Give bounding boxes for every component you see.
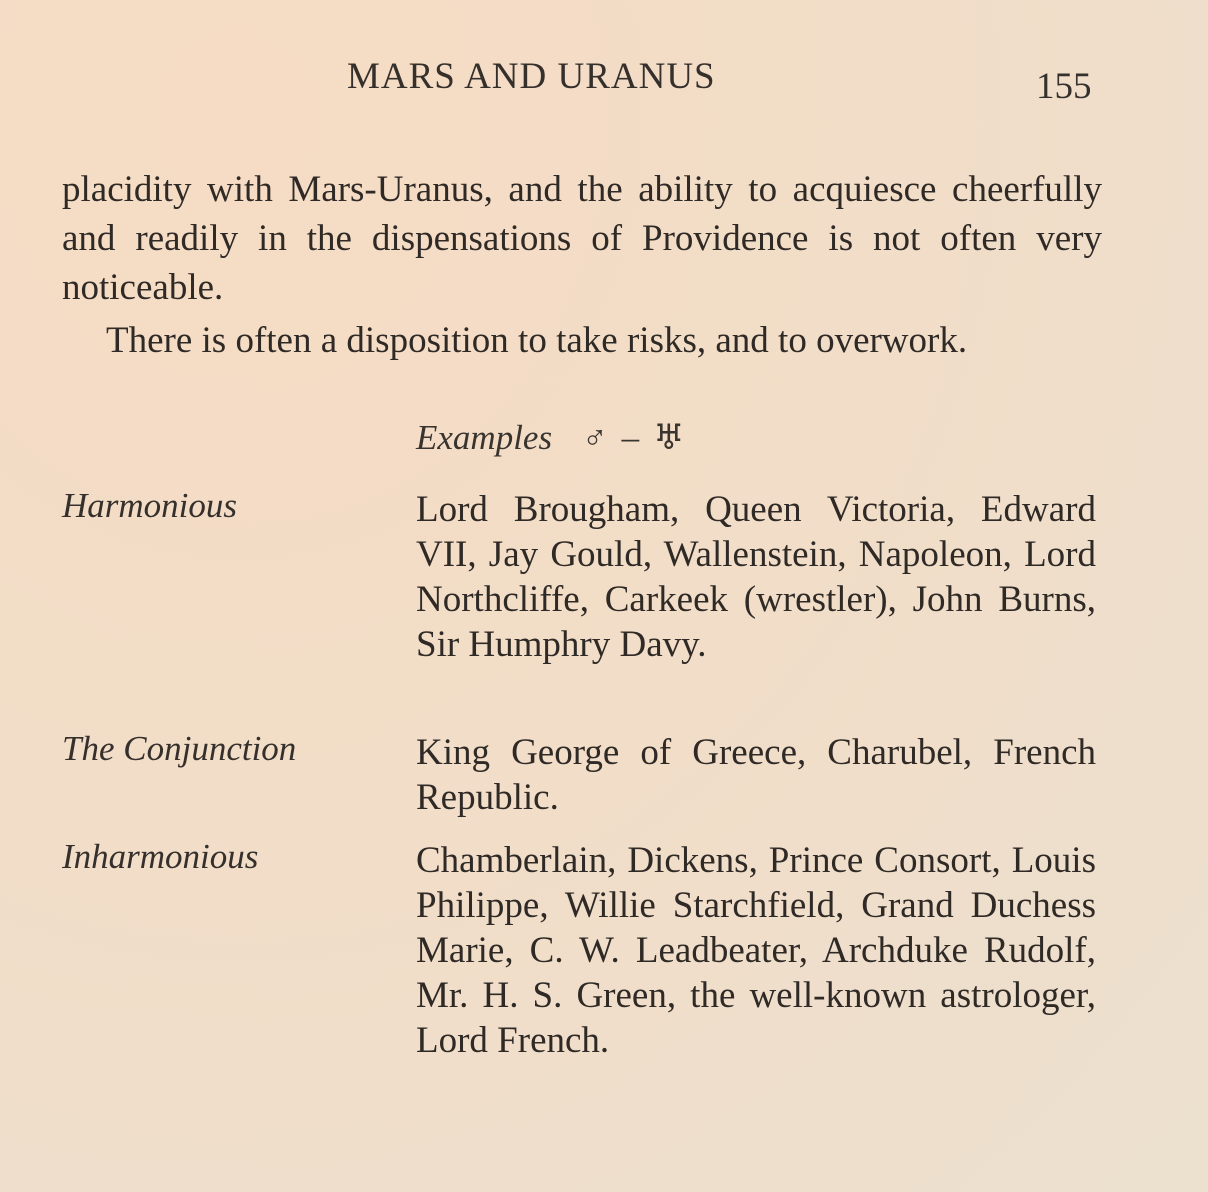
examples-heading-label: Examples: [416, 418, 553, 457]
page-header: [0, 55, 1208, 115]
examples-heading: [416, 418, 684, 458]
examples-inharmonious: Chamberlain, Dickens, Prince Consort, Louis Philippe, Willie Starchfield, Grand Duchess Marie, C. W. Leadbeater, Archduke Rudolf, Mr. H. S. Green, the well-known astrologer, Lord French.: [416, 840, 1096, 1061]
paragraph-continuation: placidity with Mars-Uranus, and the ability to acquiesce cheerfully and readily in the dispensations of Providence is not often very noticeable.: [62, 169, 1102, 308]
label-harmonious: Harmonious: [62, 486, 238, 525]
running-title: MARS AND URANUS: [347, 56, 716, 97]
uranus-symbol-icon: ♅: [653, 418, 685, 457]
examples-conjunction: King George of Greece, Charubel, French Republic.: [416, 732, 1096, 818]
label-conjunction: The Conjunction: [62, 729, 297, 768]
separator-dash: –: [621, 418, 640, 457]
examples-harmonious: Lord Brougham, Queen Victoria, Edward VII, Jay Gould, Wallenstein, Napoleon, Lord Northcliffe, Carkeek (wrestler), John Burns, Sir Humphry Davy.: [416, 489, 1096, 665]
mars-symbol-icon: ♂: [582, 420, 608, 457]
label-inharmonious: Inharmonious: [62, 837, 259, 876]
page-number: 155: [1036, 66, 1092, 107]
paragraph-risks: There is often a disposition to take risks, and to overwork.: [106, 320, 968, 361]
